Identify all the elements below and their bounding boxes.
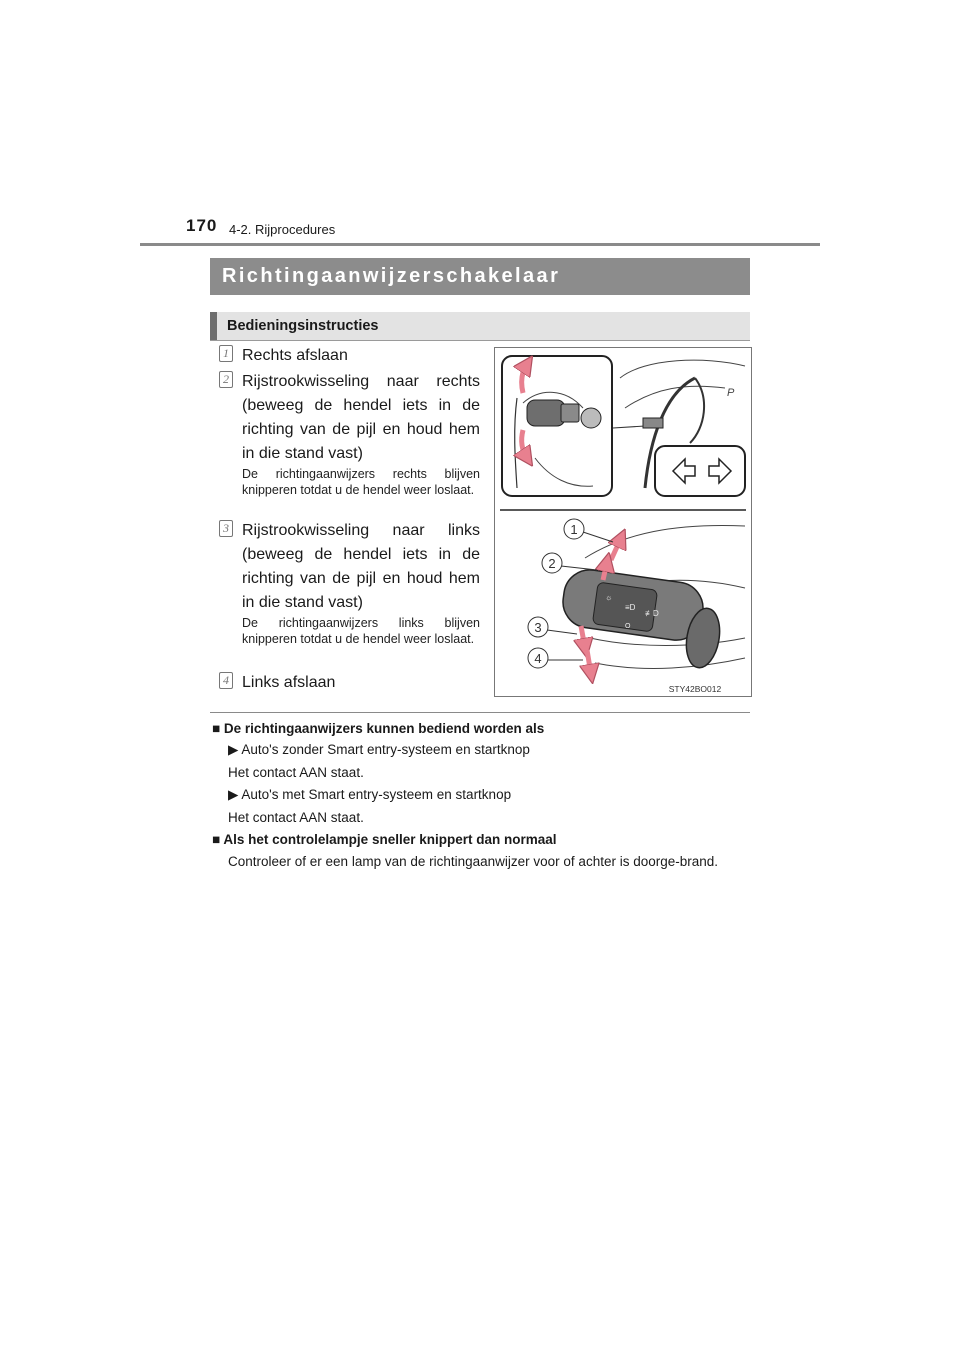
figure-code: STY42BO012 (668, 684, 722, 694)
step-1-text: Rechts afslaan (242, 347, 348, 364)
triangle-bullet-icon: ▶ (228, 742, 239, 757)
step-number-4: 4 (219, 672, 233, 689)
off-symbol-icon: O (625, 623, 631, 630)
sub-heading-text: Bedieningsinstructies (227, 318, 379, 334)
lever-stalk-dash (643, 418, 663, 428)
low-beam-symbol-icon: ≡D (625, 603, 636, 612)
lever-base-inset (581, 408, 601, 428)
section-breadcrumb: 4-2. Rijprocedures (229, 222, 336, 237)
steering-wheel-spoke (690, 378, 704, 443)
finger-outline-3 (595, 658, 745, 668)
arrow-position-4 (587, 650, 591, 674)
sub-heading (210, 312, 750, 340)
p-symbol-icon: P (727, 387, 735, 399)
callout-2-label: 2 (548, 556, 556, 571)
leader-line (613, 426, 645, 428)
note-1-bullet-2-text: Auto's met Smart entry-systeem en startknop (241, 787, 512, 802)
headlight-symbol-icon: ☼ (605, 593, 613, 602)
note-1-bullet-1-text: Auto's zonder Smart entry-systeem en startknop (241, 742, 530, 757)
step-4-text: Links afslaan (242, 674, 336, 691)
note-2-text: Controleer of er een lamp van de richtingaanwijzer voor of achter is doorge-brand. (228, 854, 719, 869)
lever-knob-inset (561, 404, 579, 422)
callout-4-label: 4 (534, 651, 542, 666)
turn-signal-illustration (495, 348, 751, 696)
step-2-text: Rijstrookwisseling naar rechts (beweeg de hendel iets in de richting van de pijl en houd hem in die stand vast) (242, 373, 480, 462)
sub-heading-divider (210, 340, 750, 341)
note-1-bullet-1 (228, 742, 530, 758)
note-1-line-1: Het contact AAN staat. (228, 765, 364, 780)
callout-1 (564, 519, 613, 542)
callout-4 (528, 648, 583, 668)
header-divider (140, 243, 820, 246)
step-3-note: De richtingaanwijzers links blijven knipperen totdat u de hendel weer loslaat. (242, 616, 480, 646)
step-number-3: 3 (219, 520, 233, 537)
note-1-line-2: Het contact AAN staat. (228, 810, 364, 825)
triangle-bullet-icon: ▶ (228, 787, 239, 802)
callout-1-label: 1 (570, 522, 578, 537)
fog-light-symbol-icon: ≢D (645, 609, 659, 618)
arrow-position-3 (581, 626, 585, 648)
note-2-heading-text: Als het controlelampje sneller knippert dan normaal (223, 832, 557, 847)
note-1-bullet-2 (228, 787, 511, 803)
section-title-text: Richtingaanwijzerschakelaar (222, 265, 561, 287)
arrow-position-1 (611, 538, 621, 560)
callout-3-label: 3 (534, 620, 542, 635)
step-number-2: 2 (219, 371, 233, 388)
square-bullet-icon: ■ (212, 832, 221, 847)
note-1-heading (212, 721, 544, 736)
section-title (210, 258, 750, 295)
note-1-heading-text: De richtingaanwijzers kunnen bediend worden als (223, 721, 545, 736)
dashboard-outline (620, 360, 745, 378)
page-number: 170 (186, 216, 218, 235)
step-3-text: Rijstrookwisseling naar links (beweeg de hendel iets in de richting van de pijl en houd hem in die stand vast) (242, 522, 480, 611)
note-2-heading (212, 832, 557, 847)
hand-back-outline (585, 525, 745, 558)
turn-signal-figure (494, 347, 752, 697)
step-number-1: 1 (219, 345, 233, 362)
notes-divider (210, 712, 750, 713)
square-bullet-icon: ■ (212, 721, 221, 736)
lever-stalk-inset (527, 400, 565, 426)
step-2-note: De richtingaanwijzers rechts blijven knipperen totdat u de hendel weer loslaat. (242, 467, 480, 497)
